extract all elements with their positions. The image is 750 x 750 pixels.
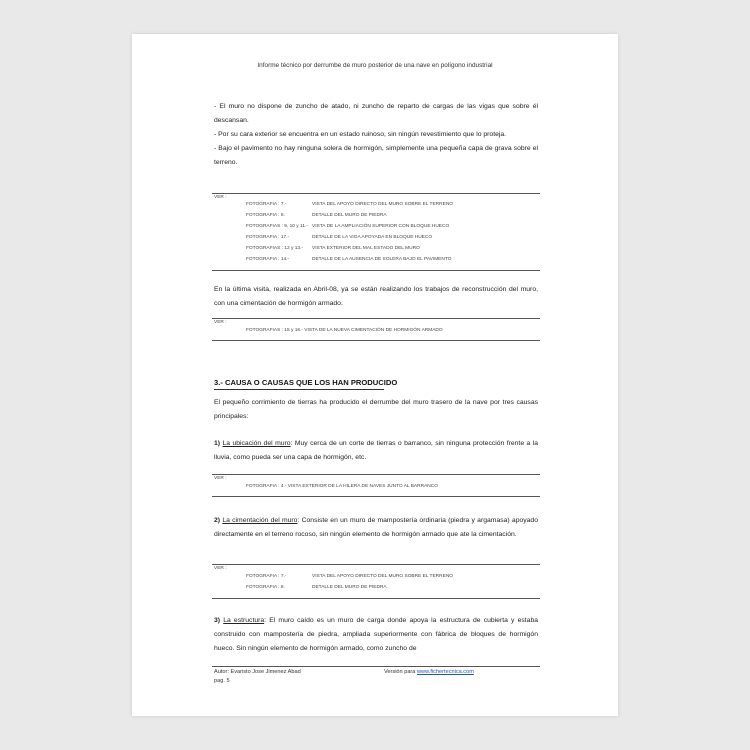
- footer-rule: [212, 666, 540, 667]
- intro-line-1: - El muro no dispone de zuncho de atado, ni zuncho de reparto de cargas de las vigas que sobre él descansan.: [214, 103, 538, 124]
- box1-row: FOTOGRAFIA : 8. DETALLE DEL MURO DE PIEDRA: [246, 213, 387, 218]
- cause-2-title: La cimentación del muro: [222, 517, 298, 524]
- cause-1-title: La ubicación del muro: [222, 440, 291, 447]
- box3-bottom-rule: [212, 496, 540, 497]
- intro-line-3: - Bajo el pavimento no hay ninguna solera de hormigón, simplemente una pequeña capa de grava sobre el terreno.: [214, 145, 538, 166]
- cause-2-paragraph: 2) La cimentación del muro: Consiste en un muro de mampostería ordinaria (piedra y argamasa) apoyado directamente en el terreno rocoso, sin ningún elemento de hormigón armado que ate la cimentación.: [214, 517, 538, 538]
- box2-top-rule: [212, 318, 540, 319]
- box3-ver-label: VER :: [214, 476, 227, 481]
- box4-bottom-rule: [212, 598, 540, 599]
- box1-row: FOTOGRAFIA : 7.- VISTA DEL APOYO DIRECTO DEL MURO SOBRE EL TERRENO: [246, 202, 454, 207]
- section-title: 3.- CAUSA O CAUSAS QUE LOS HAN PRODUCIDO: [214, 378, 398, 387]
- box1-bottom-rule: [212, 270, 540, 271]
- footer-version: Versión para www.fichertecnica.com: [384, 669, 474, 675]
- box1-row: FOTOGRAFIA : 17.- DETALLE DE LA VIGA APOYADA EN BLOQUE HUECO: [246, 235, 433, 240]
- box2-ver-label: VER :: [214, 320, 227, 325]
- intro-line-2: - Por su cara exterior se encuentra en un estado ruinoso, sin ningún revestimiento que lo proteja.: [214, 131, 507, 138]
- visit-paragraph: En la última visita, realizada en Abril-08, ya se están realizando los trabajos de reconstrucción del muro, con una cimentación de hormigón armado.: [214, 286, 538, 307]
- box1-top-rule: [212, 193, 540, 194]
- box4-row: FOTOGRAFIA : 8. DETALLE DEL MURO DE PIEDRA: [246, 585, 387, 590]
- cause-3-title: La estructura: [223, 617, 265, 624]
- box1-row: FOTOGRAFIAS : 12 y 13.- VISTA EXTERIOR DEL MAL ESTADO DEL MURO: [246, 246, 420, 251]
- box2-bottom-rule: [212, 340, 540, 341]
- box3-top-rule: [212, 474, 540, 475]
- footer-page-number: pag. 5: [214, 678, 230, 684]
- box1-ver-label: VER :: [214, 195, 227, 200]
- cause-intro-paragraph: El pequeño corrimiento de tierras ha producido el derrumbe del muro trasero de la nave por tres causas principales:: [214, 399, 538, 420]
- box1-row: FOTOGRAFIA : 14.- DETALLE DE LA AUSENCIA DE SOLERA BAJO EL PAVIMENTO: [246, 257, 452, 262]
- box3-row: FOTOGRAFIA : 4.- VISTA EXTERIOR DE LA HILERA DE NAVES JUNTO AL BARRANCO: [246, 484, 438, 489]
- page-header: Informe técnico por derrumbe de muro posterior de una nave en polígono industrial: [257, 62, 493, 69]
- box2-row: FOTOGRAFIAS : 15 y 16.- VISTA DE LA NUEVA CIMENTACIÓN DE HORMIGÓN ARMADO: [246, 328, 443, 333]
- box4-ver-label: VER :: [214, 566, 227, 571]
- section-underline: [214, 389, 384, 390]
- box1-row: FOTOGRAFIAS : 9, 10 y 11.- VISTA DE LA AMPLIACIÓN SUPERIOR CON BLOQUE HUECO: [246, 224, 450, 229]
- cause-1-paragraph: 1) La ubicación del muro: Muy cerca de un corte de tierras o barranco, sin ninguna protección frente a la lluvia, como pueda ser una capa de hormigón, etc.: [214, 440, 539, 461]
- cause-3-paragraph: 3) La estructura: El muro caído es un muro de carga donde apoya la estructura de cubierta y estaba construido con mampostería de piedra, ampliada superiormente con fábrica de bloques de hormigón hueco. Sin ningún elemento de hormigón armado, como zuncho de: [214, 617, 539, 652]
- intro-paragraphs: [214, 100, 538, 170]
- box4-row: FOTOGRAFIA : 7.- VISTA DEL APOYO DIRECTO DEL MURO SOBRE EL TERRENO: [246, 574, 454, 579]
- document-page: [132, 34, 618, 716]
- box4-top-rule: [212, 564, 540, 565]
- footer-author: Autor: Evaristo Jose Jimenez Abad: [214, 669, 301, 675]
- footer-link[interactable]: www.fichertecnica.com: [416, 669, 474, 675]
